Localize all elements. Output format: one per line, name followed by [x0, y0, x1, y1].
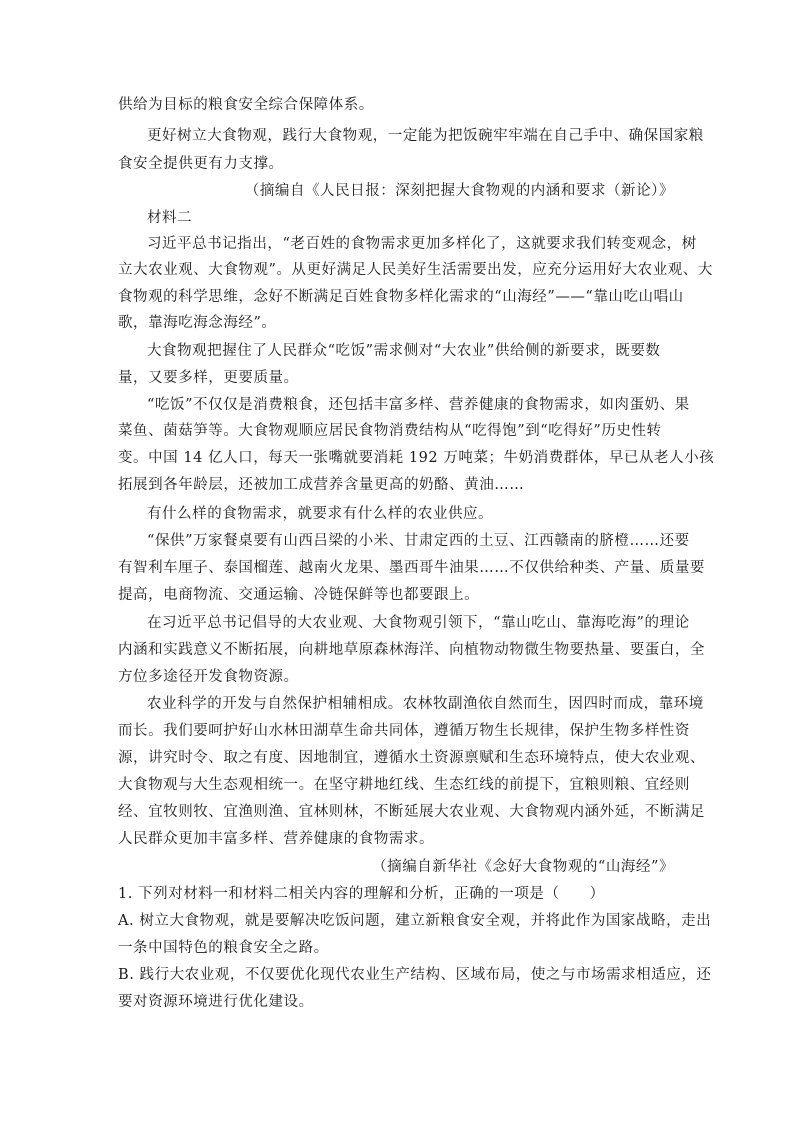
option-b-continued: 要对资源环境进行优化建设。	[118, 994, 314, 1010]
text-line: 变。中国 14 亿人口，每天一张嘴就要消耗 192 万吨菜；牛奶消费群体，早已从老人小孩	[118, 450, 715, 466]
text-line: 大食物观与大生态观相统一。在坚守耕地红线、生态红线的前提下，宜粮则粮、宜经则	[118, 777, 690, 793]
text-line: 拓展到各年龄层，还被加工成营养含量更高的奶酪、黄油……	[118, 477, 525, 493]
option-a-continued: 一条中国特色的粮食安全之路。	[118, 940, 329, 956]
text-line: 食安全提供更有力支撑。	[118, 156, 284, 172]
text-line: 方位多途径开发食物资源。	[118, 669, 299, 685]
text-line: 内涵和实践意义不断拓展，向耕地草原森林海洋、向植物动物微生物要热量、要蛋白，全	[118, 642, 705, 658]
section-heading: 材料二	[147, 210, 193, 226]
text-line: “吃饭”不仅仅是消费粮食，还包括丰富多样、营养健康的食物需求，如肉蛋奶、果	[147, 397, 690, 413]
text-line: 习近平总书记指出，“老百姓的食物需求更加多样化了，这就要求我们转变观念，树	[147, 236, 697, 252]
option-b: B. 践行大农业观，不仅要优化现代农业生产结构、区域布局，使之与市场需求相适应，还	[118, 967, 712, 983]
text-line: 农业科学的开发与自然保护相辅相成。农林牧副渔依自然而生，因四时而成，靠环境	[147, 696, 704, 712]
text-line: 人民群众更加丰富多样、营养健康的食物需求。	[118, 831, 435, 847]
text-line: 在习近平总书记倡导的大农业观、大食物观引领下，“靠山吃山、靠海吃海”的理论	[147, 615, 690, 631]
text-line: 源，讲究时令、取之有度、因地制宜，遵循水土资源禀赋和生态环境特点，使大农业观、	[118, 750, 705, 766]
text-line: 经、宜牧则牧、宜渔则渔、宜林则林，不断延展大农业观、大食物观内涵外延，不断满足	[118, 804, 705, 820]
text-line: 量，又要多样，更要质量。	[118, 370, 299, 386]
text-line: 更好树立大食物观，践行大食物观，一定能为把饭碗牢牢端在自己手中、确保国家粮	[147, 128, 704, 144]
source-citation: （摘编自《人民日报：深刻把握大食物观的内涵和要求（新论）》	[244, 183, 674, 199]
text-line: 食物观的科学思维，念好不断满足百姓食物多样化需求的“山海经”——“靠山吃山唱山	[118, 289, 684, 305]
text-line: 提高，电商物流、交通运输、冷链保鲜等也都要跟上。	[118, 587, 480, 603]
text-line: “保供”万家餐桌要有山西吕梁的小米、甘肃定西的土豆、江西赣南的脐橙……还要	[147, 533, 690, 549]
option-a: A. 树立大食物观，就是要解决吃饭问题，建立新粮食安全观，并将此作为国家战略，走出	[118, 913, 712, 929]
question-stem: 1. 下列对材料一和材料二相关内容的理解和分析，正确的一项是（ ）	[118, 886, 605, 902]
text-line: 而长。我们要呵护好山水林田湖草生命共同体，遵循万物生长规律，保护生物多样性资	[118, 723, 690, 739]
text-line: 有什么样的食物需求，就要求有什么样的农业供应。	[147, 506, 494, 522]
source-citation: （摘编自新华社《念好大食物观的“山海经”》	[372, 859, 674, 875]
text-line: 菜鱼、菌菇笋等。大食物观顺应居民食物消费结构从“吃得饱”到“吃得好”历史性转	[118, 423, 662, 439]
text-line: 歌，靠海吃海念海经”。	[118, 315, 277, 331]
text-line: 大食物观把握住了人民群众“吃饭”需求侧对“大农业”供给侧的新要求，既要数	[147, 343, 661, 359]
text-line: 立大农业观、大食物观”。从更好满足人民美好生活需要出发，应充分运用好大农业观、大	[118, 262, 713, 278]
text-line: 有智利车厘子、泰国榴莲、越南火龙果、墨西哥牛油果……不仅供给种类、产量、质量要	[118, 560, 705, 576]
text-line: 供给为目标的粮食安全综合保障体系。	[118, 97, 374, 113]
